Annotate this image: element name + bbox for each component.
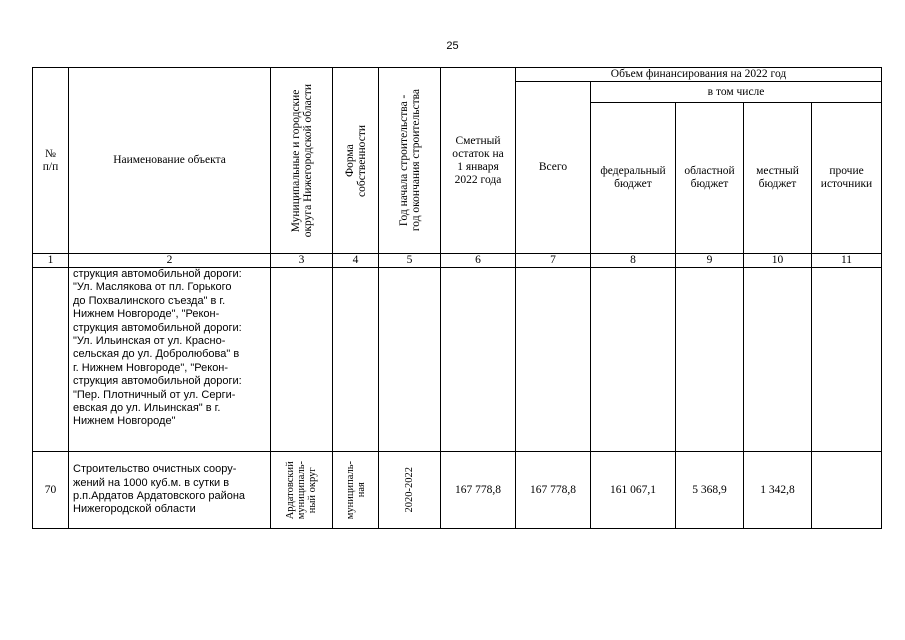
row-years	[379, 268, 441, 452]
column-index: 5	[379, 254, 441, 268]
row-municipality	[271, 268, 333, 452]
header-years-text: Год начала строительства - год окончания строительства	[397, 89, 422, 232]
column-index: 10	[744, 254, 812, 268]
header-num: № п/п	[33, 68, 69, 254]
row-municipality	[271, 452, 333, 529]
row-total: 167 778,8	[516, 452, 591, 529]
table-row	[33, 268, 882, 452]
header-total: Всего	[516, 82, 591, 254]
row-balance: 167 778,8	[441, 452, 516, 529]
column-index: 1	[33, 254, 69, 268]
row-other	[812, 268, 882, 452]
header-name: Наименование объекта	[69, 68, 271, 254]
row-num: 70	[33, 452, 69, 529]
column-index: 4	[333, 254, 379, 268]
header-funding-group: Объем финансирования на 2022 год	[516, 68, 882, 82]
row-name: струкция автомобильной дороги: "Ул. Маслякова от пл. Горького до Похвалинского съезда" в г. Нижнем Новгороде", "Рекон- струкция автомобильной дороги: "Ул. Ильинская от ул. Красно- сельская до ул. Добролюбова" в г. Нижнем Новгороде", "Рекон- струкция автомобильной дороги: "Пер. Плотничный от ул. Серги- евская до ул. Ильинская" в г. Нижнем Новгороде"	[69, 268, 271, 452]
table-row	[33, 452, 882, 529]
row-ownership-text: муниципаль- ная	[344, 460, 367, 520]
header-row-1	[33, 68, 882, 82]
column-index: 3	[271, 254, 333, 268]
row-local: 1 342,8	[744, 452, 812, 529]
row-years-text: 2020-2022	[404, 467, 415, 513]
header-regional: областной бюджет	[676, 103, 744, 254]
row-regional: 5 368,9	[676, 452, 744, 529]
financing-table	[32, 67, 882, 529]
row-federal: 161 067,1	[591, 452, 676, 529]
column-index-row	[33, 254, 882, 268]
column-index: 2	[69, 254, 271, 268]
column-index: 6	[441, 254, 516, 268]
header-including: в том числе	[591, 82, 882, 103]
header-balance: Сметный остаток на 1 января 2022 года	[441, 68, 516, 254]
header-local: местный бюджет	[744, 103, 812, 254]
row-years	[379, 452, 441, 529]
row-other	[812, 452, 882, 529]
header-ownership-text: Форма собственности	[343, 124, 368, 197]
row-federal	[591, 268, 676, 452]
header-years	[379, 68, 441, 254]
column-index: 7	[516, 254, 591, 268]
header-municipality	[271, 68, 333, 254]
row-ownership	[333, 452, 379, 529]
column-index: 9	[676, 254, 744, 268]
page-number: 25	[446, 40, 459, 52]
header-other: прочие источники	[812, 103, 882, 254]
column-index: 8	[591, 254, 676, 268]
header-federal: федеральный бюджет	[591, 103, 676, 254]
row-regional	[676, 268, 744, 452]
row-municipality-text: Ардатовский муниципаль- ный округ	[285, 460, 318, 520]
header-ownership	[333, 68, 379, 254]
header-municipality-text: Муниципальные и городские округа Нижегородской области	[289, 83, 314, 238]
row-num	[33, 268, 69, 452]
row-name: Строительство очистных соору- жений на 1000 куб.м. в сутки в р.п.Ардатов Ардатовского района Нижегородской области	[69, 452, 271, 529]
row-local	[744, 268, 812, 452]
row-ownership	[333, 268, 379, 452]
row-balance	[441, 268, 516, 452]
row-total	[516, 268, 591, 452]
column-index: 11	[812, 254, 882, 268]
